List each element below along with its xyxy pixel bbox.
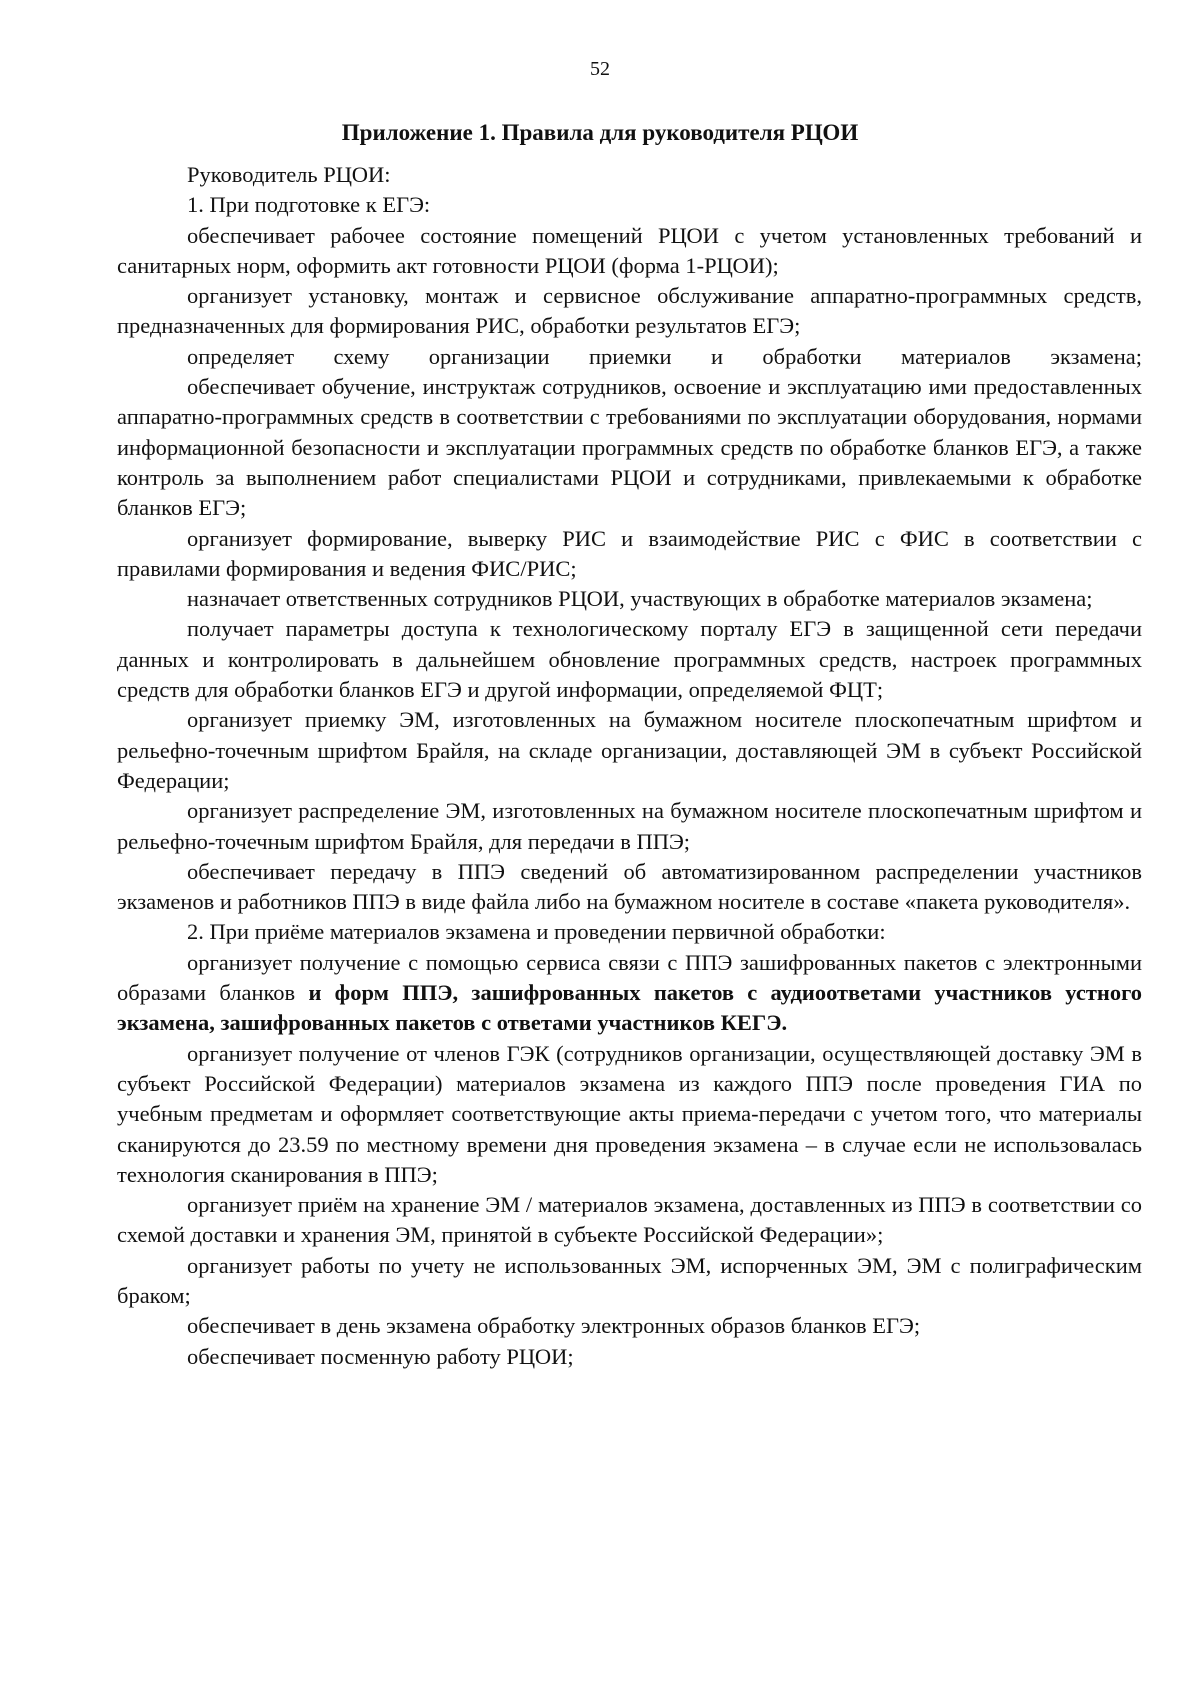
- section-2-item: обеспечивает в день экзамена обработку электронных образов бланков ЕГЭ;: [187, 1313, 921, 1339]
- section-1-item: организует приемку ЭМ, изготовленных на бумажном носителе плоскопечатным шрифтом и рельефно-точечным шрифтом Брайля, на складе организации, доставляющей ЭМ в субъект Российской Федерации;: [117, 707, 1142, 793]
- section-1-item: организует распределение ЭМ, изготовленных на бумажном носителе плоскопечатным шрифтом и рельефно-точечным шрифтом Брайля, для передачи в ППЭ;: [117, 798, 1142, 854]
- section-2-item-bold-text: и форм ППЭ, зашифрованных пакетов с аудиоответами участников устного экзамена, зашифрованных пакетов с ответами участников КЕГЭ.: [117, 980, 1142, 1036]
- section-1-item: назначает ответственных сотрудников РЦОИ, участвующих в обработке материалов экзамена;: [187, 586, 1093, 612]
- section-2-item: организует приём на хранение ЭМ / материалов экзамена, доставленных из ППЭ в соответствии со схемой доставки и хранения ЭМ, принятой в субъекте Российской Федерации»;: [117, 1192, 1142, 1248]
- section-2-item: [117, 948, 1142, 1039]
- section-1-item: получает параметры доступа к технологическому порталу ЕГЭ в защищенной сети передачи данных и контролировать в дальнейшем обновление программных средств, настроек программных средств для обработки бланков ЕГЭ и другой информации, определяемой ФЦТ;: [117, 616, 1142, 703]
- section-2-item: организует работы по учету не использованных ЭМ, испорченных ЭМ, ЭМ с полиграфическим браком;: [117, 1252, 1142, 1308]
- section-2-item: обеспечивает посменную работу РЦОИ;: [187, 1343, 574, 1369]
- section-1-item: обеспечивает рабочее состояние помещений РЦОИ с учетом установленных требований и санитарных норм, оформить акт готовности РЦОИ (форма 1-РЦОИ);: [117, 222, 1142, 278]
- appendix-title: Приложение 1. Правила для руководителя РЦОИ: [341, 120, 859, 145]
- section-1-heading: 1. При подготовке к ЕГЭ:: [187, 192, 431, 218]
- section-2-item: организует получение от членов ГЭК (сотрудников организации, осуществляющей доставку ЭМ в субъект Российской Федерации) материалов экзамена из каждого ППЭ после проведения ГИА по учебным предметам и оформляет соответствующие акты приема-передачи с учетом того, что материалы сканируются до 23.59 по местному времени дня проведения экзамена – в случае если не использовалась технология сканирования в ППЭ;: [117, 1040, 1142, 1187]
- section-1-item: организует формирование, выверку РИС и взаимодействие РИС с ФИС в соответствии с правилами формирования и ведения ФИС/РИС;: [117, 525, 1142, 581]
- section-2-item-regular-text: организует получение с помощью сервиса связи с ППЭ зашифрованных пакетов с электронными образами бланков: [117, 949, 1142, 1006]
- section-1-item: определяет схему организации приемки и обработки материалов экзамена;: [187, 343, 1142, 369]
- section-1-item: организует установку, монтаж и сервисное обслуживание аппаратно-программных средств, предназначенных для формирования РИС, обработки результатов ЕГЭ;: [117, 283, 1142, 339]
- section-1-item: обеспечивает обучение, инструктаж сотрудников, освоение и эксплуатацию ими предоставленных аппаратно-программных средств в соответствии с требованиями по эксплуатации оборудования, нормами информационной безопасности и эксплуатации программных средств по обработке бланков ЕГЭ, а также контроль за выполнением работ специалистами РЦОИ и сотрудниками, привлекаемыми к обработке бланков ЕГЭ;: [117, 374, 1142, 521]
- page-number: 52: [590, 58, 610, 80]
- section-1-item: обеспечивает передачу в ППЭ сведений об автоматизированном распределении участников экзаменов и работников ППЭ в виде файла либо на бумажном носителе в составе «пакета руководителя».: [117, 858, 1142, 915]
- section-2-heading: 2. При приёме материалов экзамена и проведении первичной обработки:: [187, 919, 886, 945]
- document-body: [117, 160, 1142, 1372]
- intro-line: Руководитель РЦОИ:: [187, 162, 391, 187]
